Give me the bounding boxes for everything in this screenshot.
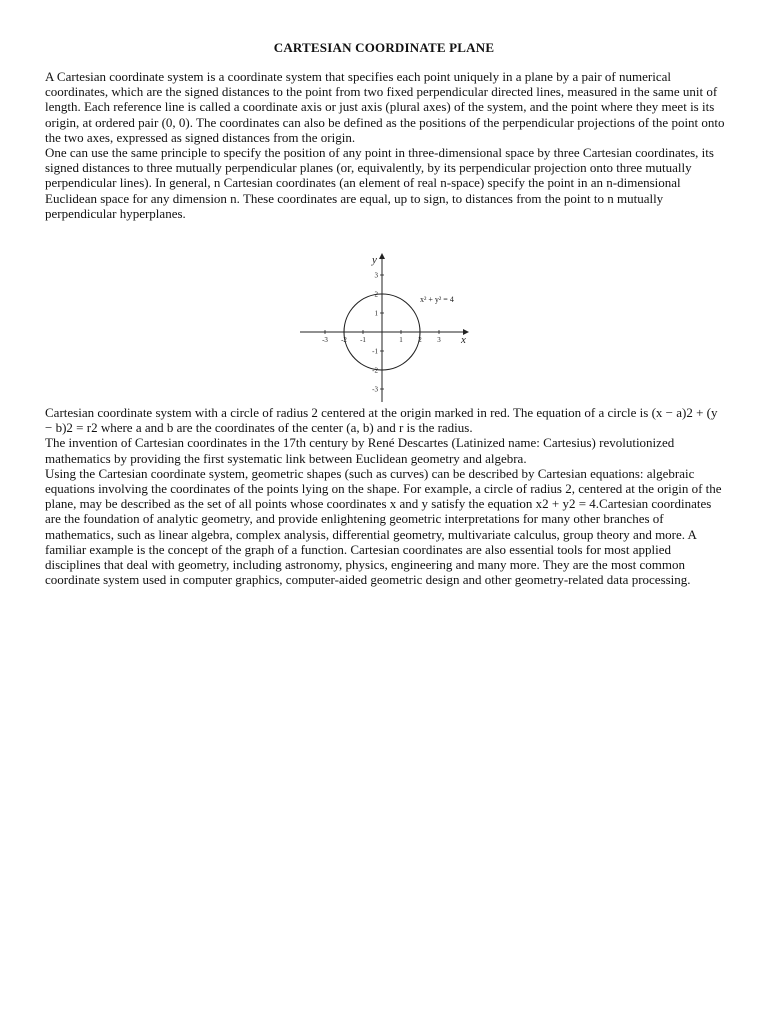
x-tick-label: 3 bbox=[437, 336, 441, 344]
x-tick-label: 1 bbox=[399, 336, 403, 344]
y-tick-label: -2 bbox=[372, 366, 378, 375]
y-tick-label: 1 bbox=[374, 309, 378, 318]
y-tick-label: -3 bbox=[372, 385, 378, 394]
paragraph-descartes: The invention of Cartesian coordinates in the 17th century by René Descartes (Latinized name: Cartesius) revolutionized mathematics by providing the first systematic link between Euclidean geometry and algebra. bbox=[45, 435, 675, 466]
equation-label: x² + y² = 4 bbox=[420, 295, 454, 304]
paragraph-applications: Using the Cartesian coordinate system, geometric shapes (such as curves) can be described by Cartesian equations: algebraic equations involving the coordinates of the points lying on the shape. For example, a circle of radius 2, centered at the origin of the plane, may be described as the set of all points whose coordinates x and y satisfy the equation x2 + y2 = 4.Cartesian coordinates are the foundation of analytic geometry, and provide enlightening geometric interpretations for many other branches of mathematics, such as linear algebra, complex analysis, differential geometry, multivariate calculus, group theory and more. A familiar example is the concept of the graph of a function. Cartesian coordinates are also essential tools for most applied disciplines that deal with geometry, including astronomy, physics, engineering and many more. They are the most common coordinate system used in computer graphics, computer-aided geometric design and other geometry-related data processing. bbox=[45, 465, 722, 588]
y-axis-label: y bbox=[372, 254, 377, 266]
coordinate-plane-figure bbox=[298, 252, 470, 404]
x-tick-label: -2 bbox=[341, 336, 347, 344]
x-tick-label: 2 bbox=[418, 336, 422, 344]
paragraph-circle-caption: Cartesian coordinate system with a circle of radius 2 centered at the origin marked in red. The equation of a circle is (x − a)2 + (y − b)2 = r2 where a and b are the coordinates of the center (a, b) and r is the radius. bbox=[45, 405, 718, 436]
y-tick-label: 2 bbox=[374, 290, 378, 299]
x-tick-label: -1 bbox=[360, 336, 366, 344]
y-tick-label: 3 bbox=[374, 271, 378, 280]
paragraph-n-dimensions: One can use the same principle to specify the position of any point in three-dimensional space by three Cartesian coordinates, its signed distances to three mutually perpendicular planes (or, equivalently, by its perpendicular projection onto three mutually perpendicular lines). In general, n Cartesian coordinates (an element of real n-space) specify the point in an n-dimensional Euclidean space for any dimension n. These coordinates are equal, up to sign, to distances from the point to n mutually perpendicular hyperplanes. bbox=[45, 145, 714, 221]
x-tick-label: -3 bbox=[322, 336, 328, 344]
page-title: CARTESIAN COORDINATE PLANE bbox=[273, 40, 495, 55]
y-tick-label: -1 bbox=[372, 347, 378, 356]
coordinate-plane-svg bbox=[298, 252, 470, 404]
paragraph-definition: A Cartesian coordinate system is a coordinate system that specifies each point uniquely in a plane by a pair of numerical coordinates, which are the signed distances to the point from two fixed perpendicular directed lines, measured in the same unit of length. Each reference line is called a coordinate axis or just axis (plural axes) of the system, and the point where they meet is its origin, at ordered pair (0, 0). The coordinates can also be defined as the positions of the perpendicular projections of the point onto the two axes, expressed as signed distances from the origin. bbox=[45, 69, 725, 145]
body-text-block bbox=[45, 405, 728, 587]
x-axis-label: x bbox=[461, 334, 466, 346]
intro-text-block bbox=[45, 69, 728, 221]
